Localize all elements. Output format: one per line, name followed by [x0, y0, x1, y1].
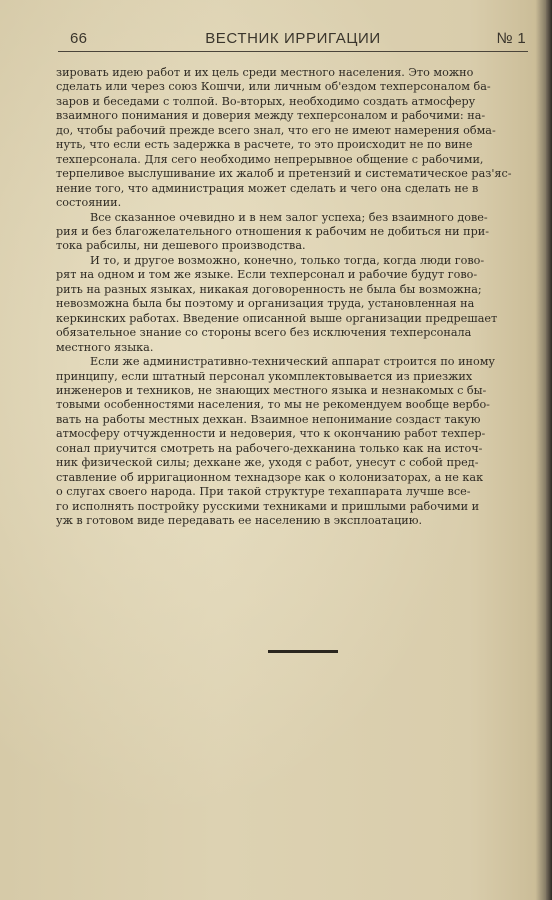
journal-title: ВЕСТНИК ИРРИГАЦИИ	[205, 30, 381, 47]
text-line: невозможна была бы поэтому и организация труда, установленная на	[56, 297, 475, 311]
text-line: обязательное знание со стороны всего без исключения техперсонала	[56, 326, 472, 340]
text-line: вать на работы местных дехкан. Взаимное непонимание создаст такую	[56, 412, 481, 426]
text-line: рят на одном и том же языке. Если техперсонал и рабочие будут гово-	[56, 268, 478, 282]
text-line: тока рабсилы, ни дешевого производства.	[56, 239, 306, 253]
text-line: ставление об ирригационном технадзоре как о колонизаторах, а не как	[56, 470, 484, 484]
text-line: И то, и другое возможно, конечно, только тогда, когда люди гово-	[90, 253, 485, 267]
page-edge-shadow	[546, 0, 552, 900]
text-line: керкинских работах. Введение описанной выше организации предрешает	[56, 311, 498, 325]
text-line: ник физической силы; дехкане же, уходя с работ, унесут с собой пред-	[56, 456, 479, 470]
text-line: Все сказанное очевидно и в нем залог успеха; без взаимного дове-	[90, 210, 488, 224]
text-line: о слугах своего народа. При такой структуре техаппарата лучше все-	[56, 485, 471, 499]
page-header	[56, 30, 530, 52]
text-line: рить на разных языках, никакая договоренность не была бы возможна;	[56, 282, 482, 296]
issue-number: № 1	[496, 30, 526, 47]
text-line: уж в готовом виде передавать ее населению в эксплоатацию.	[56, 514, 423, 528]
header-divider	[58, 51, 528, 52]
text-line: сделать или через союз Кошчи, или личным об'ездом техперсоналом ба-	[56, 80, 491, 94]
text-line: товыми особенностями населения, то мы не рекомендуем вообще вербо-	[56, 398, 490, 412]
text-line: заров и беседами с толпой. Во-вторых, необходимо создать атмосферу	[56, 94, 476, 108]
text-line: зировать идею работ и их цель среди местного населения. Это можно	[56, 66, 474, 79]
end-of-article-rule	[268, 650, 338, 653]
text-line: состоянии.	[56, 196, 122, 210]
text-line: нуть, что если есть задержка в расчете, то это происходит не по вине	[56, 138, 473, 152]
article-body	[56, 66, 542, 529]
text-line: го исполнять постройку русскими техниками и пришлыми рабочими и	[56, 499, 480, 513]
text-line: взаимного понимания и доверия между техперсоналом и рабочими: на-	[56, 109, 486, 123]
text-line: техперсонала. Для сего необходимо непрерывное общение с рабочими,	[56, 152, 484, 166]
text-line: инженеров и техников, не знающих местного языка и незнакомых с бы-	[56, 383, 487, 397]
text-line: принципу, если штатный персонал укомплектовывается из приезжих	[56, 369, 473, 383]
text-line: Если же административно-технический аппарат строится по иному	[90, 355, 496, 369]
page-number: 66	[70, 30, 88, 47]
text-line: сонал приучится смотреть на рабочего-дехканина только как на источ-	[56, 441, 483, 455]
text-line: до, чтобы рабочий прежде всего знал, что его не имеют намерения обма-	[56, 123, 496, 137]
text-line: местного языка.	[56, 340, 154, 354]
text-line: атмосферу отчужденности и недоверия, что к окончанию работ техпер-	[56, 427, 486, 441]
text-line: нение того, что администрация может сделать и чего она сделать не в	[56, 181, 479, 195]
text-line: терпеливое выслушивание их жалоб и претензий и систематическое раз'яс-	[56, 167, 512, 181]
text-line: рия и без благожелательного отношения к рабочим не добиться ни при-	[56, 224, 489, 238]
